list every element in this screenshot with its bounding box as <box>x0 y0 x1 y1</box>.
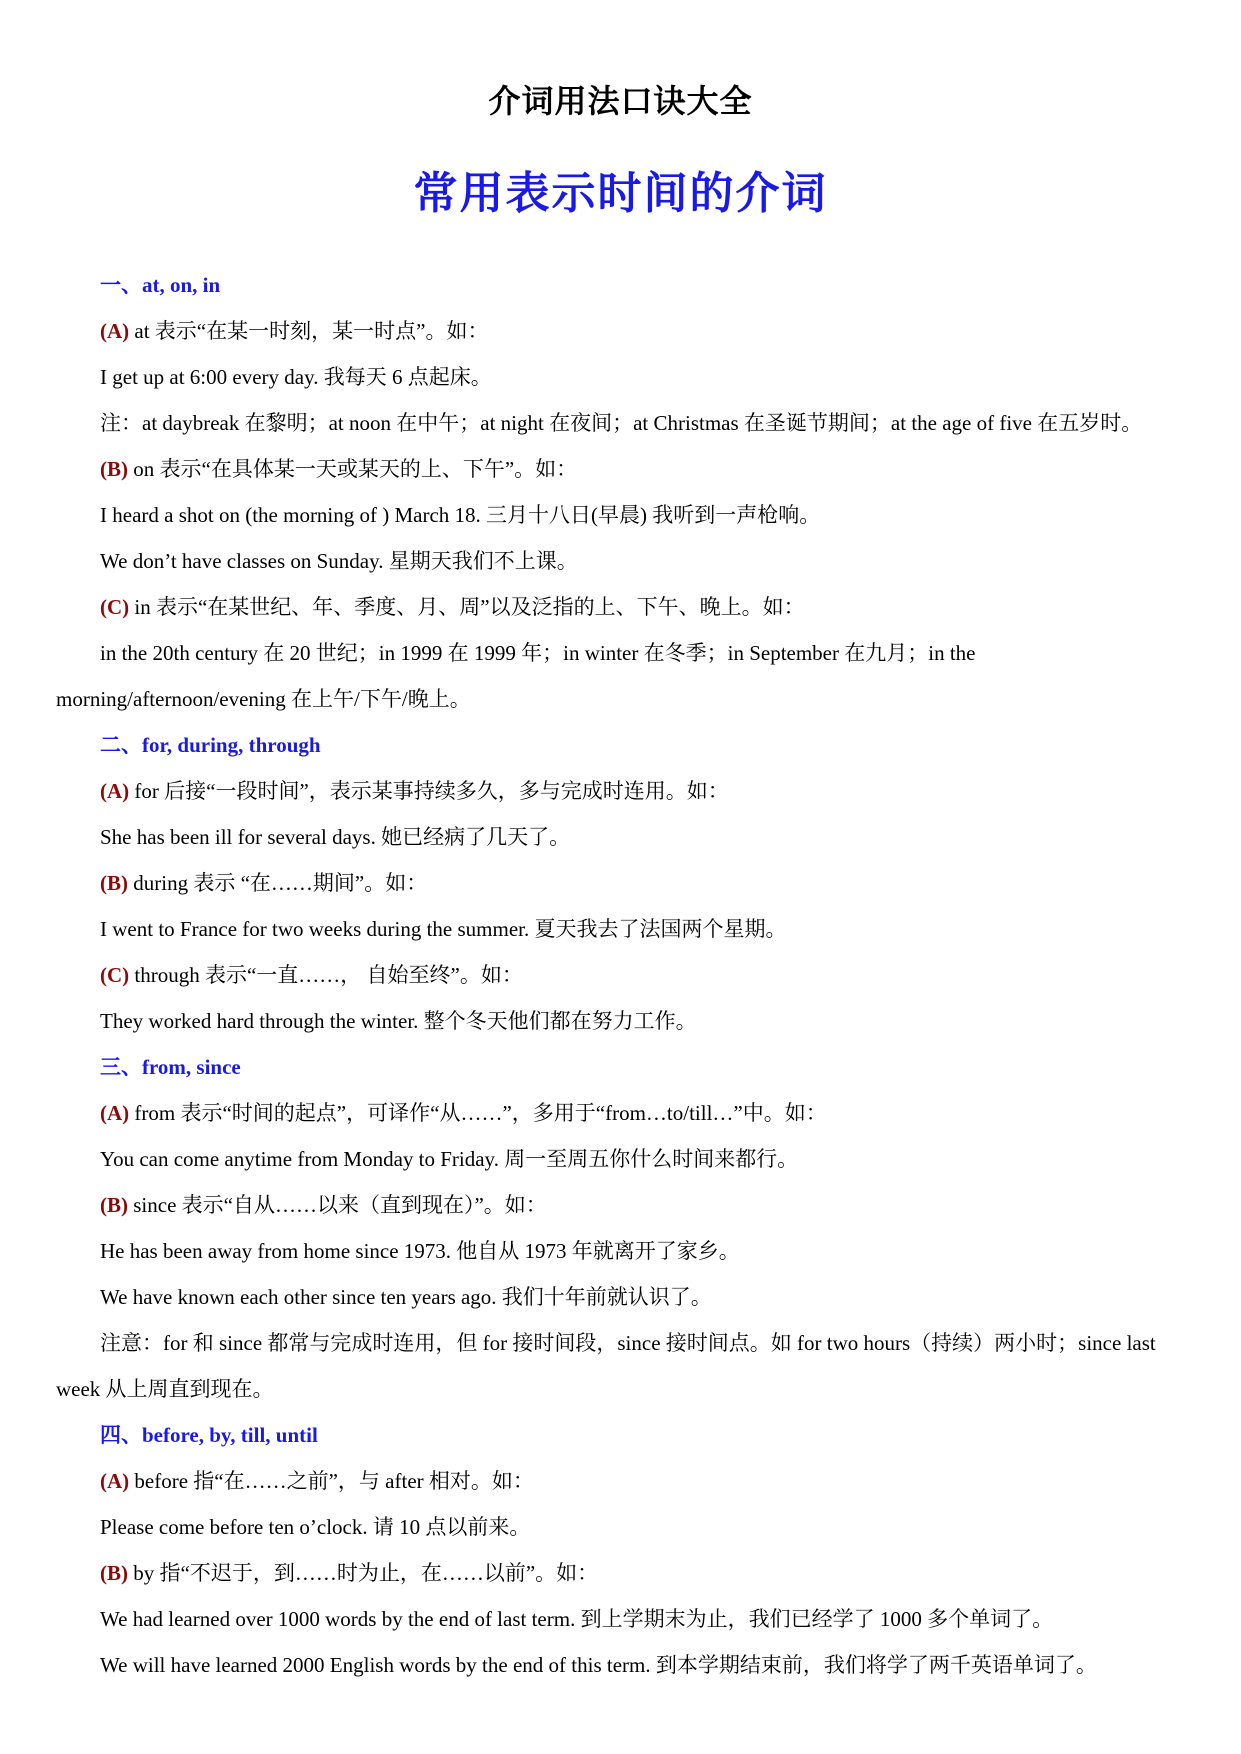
line-text: in the 20th century 在 20 世纪；in 1999 在 1999 年；in winter 在冬季；in September 在九月；in the <box>100 641 976 665</box>
line-text: before 指“在……之前”，与 after 相对。如： <box>129 1469 534 1493</box>
rule-line <box>56 952 1206 998</box>
example-line <box>56 1228 1206 1274</box>
example-line <box>56 1642 1206 1688</box>
item-marker: (A) <box>100 319 130 343</box>
line-text: You can come anytime from Monday to Friday. 周一至周五你什么时间来都行。 <box>100 1147 799 1171</box>
example-line <box>56 1320 1206 1366</box>
rule-line <box>56 1182 1206 1228</box>
line-text: I heard a shot on (the morning of ) March 18. 三月十八日(早晨) 我听到一声枪响。 <box>100 503 821 527</box>
example-line <box>56 814 1206 860</box>
section-heading: 一、at, on, in <box>100 273 221 297</box>
section-heading: 三、from, since <box>100 1055 241 1079</box>
line-text: morning/afternoon/evening 在上午/下午/晚上。 <box>56 687 471 711</box>
example-line <box>56 906 1206 952</box>
line-text: during 表示 “在……期间”。如： <box>128 871 428 895</box>
line-text: from 表示“时间的起点”，可译作“从……”，多用于“from…to/till…”中。如： <box>129 1101 827 1125</box>
line-text: for 后接“一段时间”，表示某事持续多久，多与完成时连用。如： <box>129 779 729 803</box>
rule-line <box>56 308 1206 354</box>
section-heading: 二、for, during, through <box>100 733 321 757</box>
example-line <box>56 1504 1206 1550</box>
rule-line <box>56 446 1206 492</box>
item-marker: (A) <box>100 1101 130 1125</box>
item-marker: (B) <box>100 1561 128 1585</box>
document-subtitle: 常用表示时间的介词 <box>413 168 828 219</box>
item-marker: (B) <box>100 457 128 481</box>
example-line <box>56 400 1206 446</box>
rule-line <box>56 860 1206 906</box>
line-text: in 表示“在某世纪、年、季度、月、周”以及泛指的上、下午、晚上。如： <box>129 595 805 619</box>
document-title: 介词用法口诀大全 <box>488 82 753 120</box>
example-line <box>56 354 1206 400</box>
example-line <box>56 1274 1206 1320</box>
line-text: They worked hard through the winter. 整个冬天他们都在努力工作。 <box>100 1009 697 1033</box>
item-marker: (A) <box>100 779 130 803</box>
example-line <box>56 676 1206 722</box>
item-marker: (A) <box>100 1469 130 1493</box>
example-line <box>56 492 1206 538</box>
document-body <box>56 262 1206 1688</box>
line-text: We have known each other since ten years ago. 我们十年前就认识了。 <box>100 1285 712 1309</box>
line-text: We don’t have classes on Sunday. 星期天我们不上课。 <box>100 549 578 573</box>
line-text: on 表示“在具体某一天或某天的上、下午”。如： <box>128 457 578 481</box>
example-line <box>56 1596 1206 1642</box>
line-text: He has been away from home since 1973. 他自从 1973 年就离开了家乡。 <box>100 1239 740 1263</box>
rule-line <box>56 768 1206 814</box>
line-text: 注意：for 和 since 都常与完成时连用，但 for 接时间段，since 接时间点。如 for two hours（持续）两小时；since last <box>100 1331 1156 1355</box>
example-line <box>56 630 1206 676</box>
example-line <box>56 1366 1206 1412</box>
example-line <box>56 998 1206 1044</box>
section-heading: 四、before, by, till, until <box>100 1423 318 1447</box>
example-line <box>56 538 1206 584</box>
item-marker: (B) <box>100 871 128 895</box>
line-text: at 表示“在某一时刻，某一时点”。如： <box>129 319 489 343</box>
rule-line <box>56 1458 1206 1504</box>
line-text: She has been ill for several days. 她已经病了几天了。 <box>100 825 571 849</box>
line-text: Please come before ten o’clock. 请 10 点以前来。 <box>100 1515 531 1539</box>
rule-line <box>56 1090 1206 1136</box>
rule-line <box>56 584 1206 630</box>
item-marker: (C) <box>100 963 130 987</box>
rule-line <box>56 1550 1206 1596</box>
line-text: I went to France for two weeks during the summer. 夏天我去了法国两个星期。 <box>100 917 787 941</box>
line-text: 注：at daybreak 在黎明；at noon 在中午；at night 在夜间；at Christmas 在圣诞节期间；at the age of five 在五岁时。 <box>100 411 1143 435</box>
example-line <box>56 1136 1206 1182</box>
line-text: We will have learned 2000 English words by the end of this term. 到本学期结束前，我们将学了两千英语单词了。 <box>100 1653 1097 1677</box>
line-text: since 表示“自从……以来（直到现在）”。如： <box>128 1193 547 1217</box>
line-text: by 指“不迟于，到……时为止，在……以前”。如： <box>128 1561 599 1585</box>
item-marker: (C) <box>100 595 130 619</box>
item-marker: (B) <box>100 1193 128 1217</box>
line-text: week 从上周直到现在。 <box>56 1377 274 1401</box>
line-text: We had learned over 1000 words by the end of last term. 到上学期末为止，我们已经学了 1000 多个单词了。 <box>100 1607 1054 1631</box>
line-text: through 表示“一直……， 自始至终”。如： <box>129 963 523 987</box>
line-text: I get up at 6:00 every day. 我每天 6 点起床。 <box>100 365 492 389</box>
